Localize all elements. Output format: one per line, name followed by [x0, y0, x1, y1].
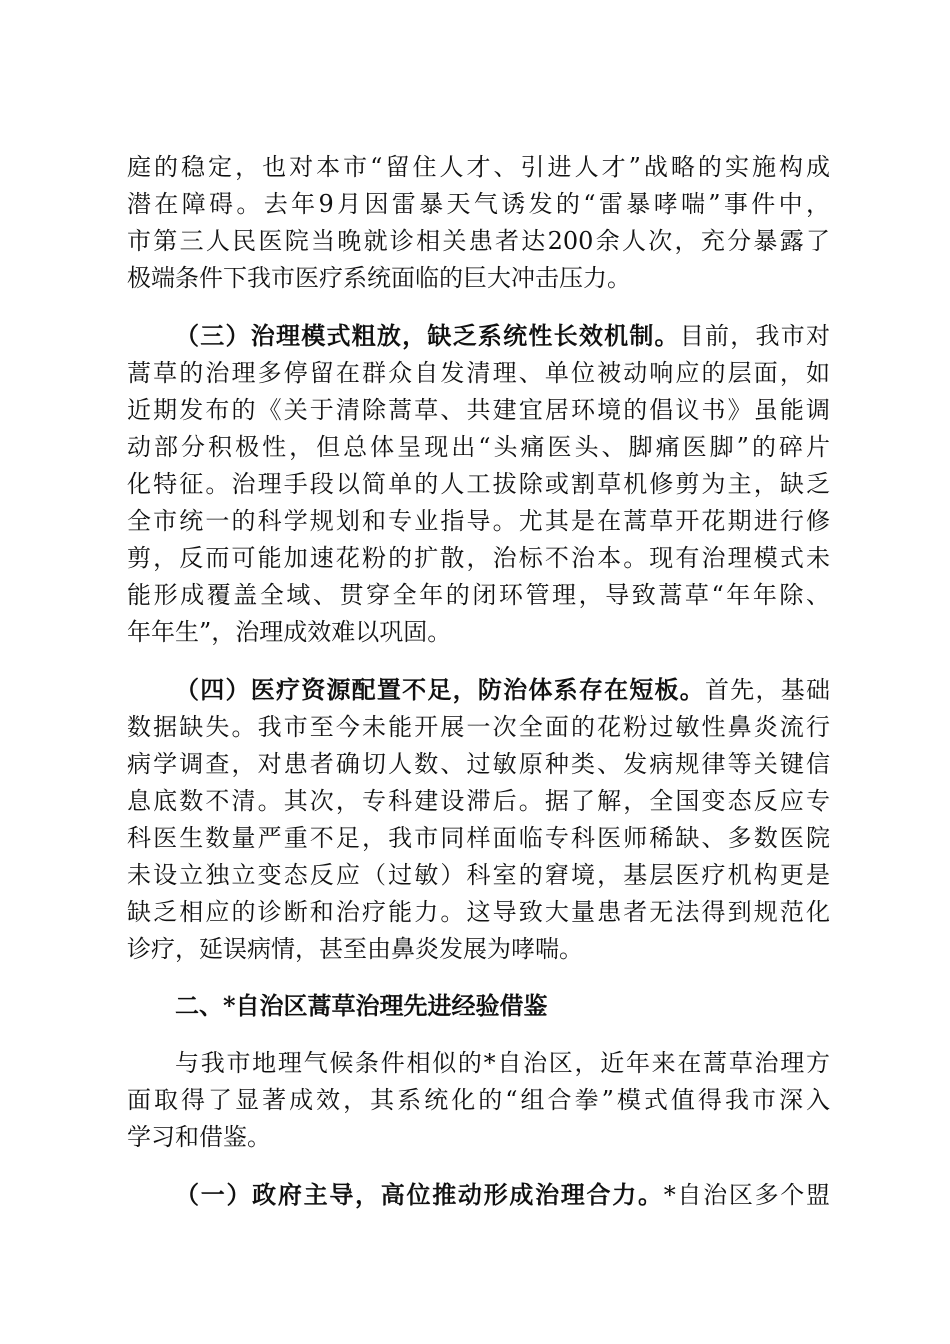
- body-text-line: 庭的稳定，也对本市“留住人才、引进人才”战略的实施构成: [127, 153, 830, 181]
- body-text-line: 面取得了显著成效，其系统化的“组合拳”模式值得我市深入: [127, 1086, 830, 1114]
- subsection-heading: （一）政府主导，高位推动形成治理合力。: [175, 1180, 664, 1209]
- body-text-span: 首先，基础: [705, 676, 830, 704]
- body-text-line: 数据缺失。我市至今未能开展一次全面的花粉过敏性鼻炎流行: [127, 713, 830, 741]
- body-text-line: 未设立独立变态反应（过敏）科室的窘境，基层医疗机构更是: [127, 861, 830, 889]
- paragraph-first-line: [175, 1175, 830, 1215]
- body-text-line: 病学调查，对患者确切人数、过敏原种类、发病规律等关键信: [127, 750, 830, 778]
- body-text-line: 剪，反而可能加速花粉的扩散，治标不治本。现有治理模式未: [127, 544, 830, 572]
- body-text-line: 科医生数量严重不足，我市同样面临专科医师稀缺、多数医院: [127, 824, 830, 852]
- body-text-line: 与我市地理气候条件相似的*自治区，近年来在蒿草治理方: [175, 1049, 830, 1077]
- paragraph-first-line: [175, 316, 830, 356]
- body-text-line: 化特征。治理手段以简单的人工拔除或割草机修剪为主，缺乏: [127, 470, 830, 498]
- body-text-line: 能形成覆盖全域、贯穿全年的闭环管理，导致蒿草“年年除、: [127, 581, 830, 609]
- section-heading: 二、*自治区蒿草治理先进经验借鉴: [175, 991, 548, 1020]
- body-text-line: 动部分积极性，但总体呈现出“头痛医头、脚痛医脚”的碎片: [127, 433, 830, 461]
- body-text-line: 潜在障碍。去年9月因雷暴天气诱发的“雷暴哮喘”事件中，: [127, 190, 830, 218]
- body-text-line: 极端条件下我市医疗系统面临的巨大冲击压力。: [127, 264, 631, 292]
- body-text-line: 诊疗，延误病情，甚至由鼻炎发展为哮喘。: [127, 935, 583, 963]
- body-text-line: 市第三人民医院当晚就诊相关患者达200余人次，充分暴露了: [127, 227, 830, 255]
- subsection-heading: （三）治理模式粗放，缺乏系统性长效机制。: [175, 321, 680, 350]
- body-text-line: 年年生”，治理成效难以巩固。: [127, 618, 452, 646]
- body-text-line: 蒿草的治理多停留在群众自发清理、单位被动响应的层面，如: [127, 359, 830, 387]
- subsection-heading: （四）医疗资源配置不足，防治体系存在短板。: [175, 675, 706, 704]
- body-text-line: 缺乏相应的诊断和治疗能力。这导致大量患者无法得到规范化: [127, 898, 830, 926]
- body-text-line: 息底数不清。其次，专科建设滞后。据了解，全国变态反应专: [127, 787, 830, 815]
- body-text-span: 目前，我市对: [679, 322, 830, 350]
- paragraph-first-line: [175, 670, 830, 710]
- body-text-line: 近期发布的《关于清除蒿草、共建宜居环境的倡议书》虽能调: [127, 396, 830, 424]
- body-text-line: 全市统一的科学规划和专业指导。尤其是在蒿草开花期进行修: [127, 507, 830, 535]
- body-text-span: *自治区多个盟: [663, 1181, 830, 1209]
- body-text-line: 学习和借鉴。: [127, 1123, 271, 1151]
